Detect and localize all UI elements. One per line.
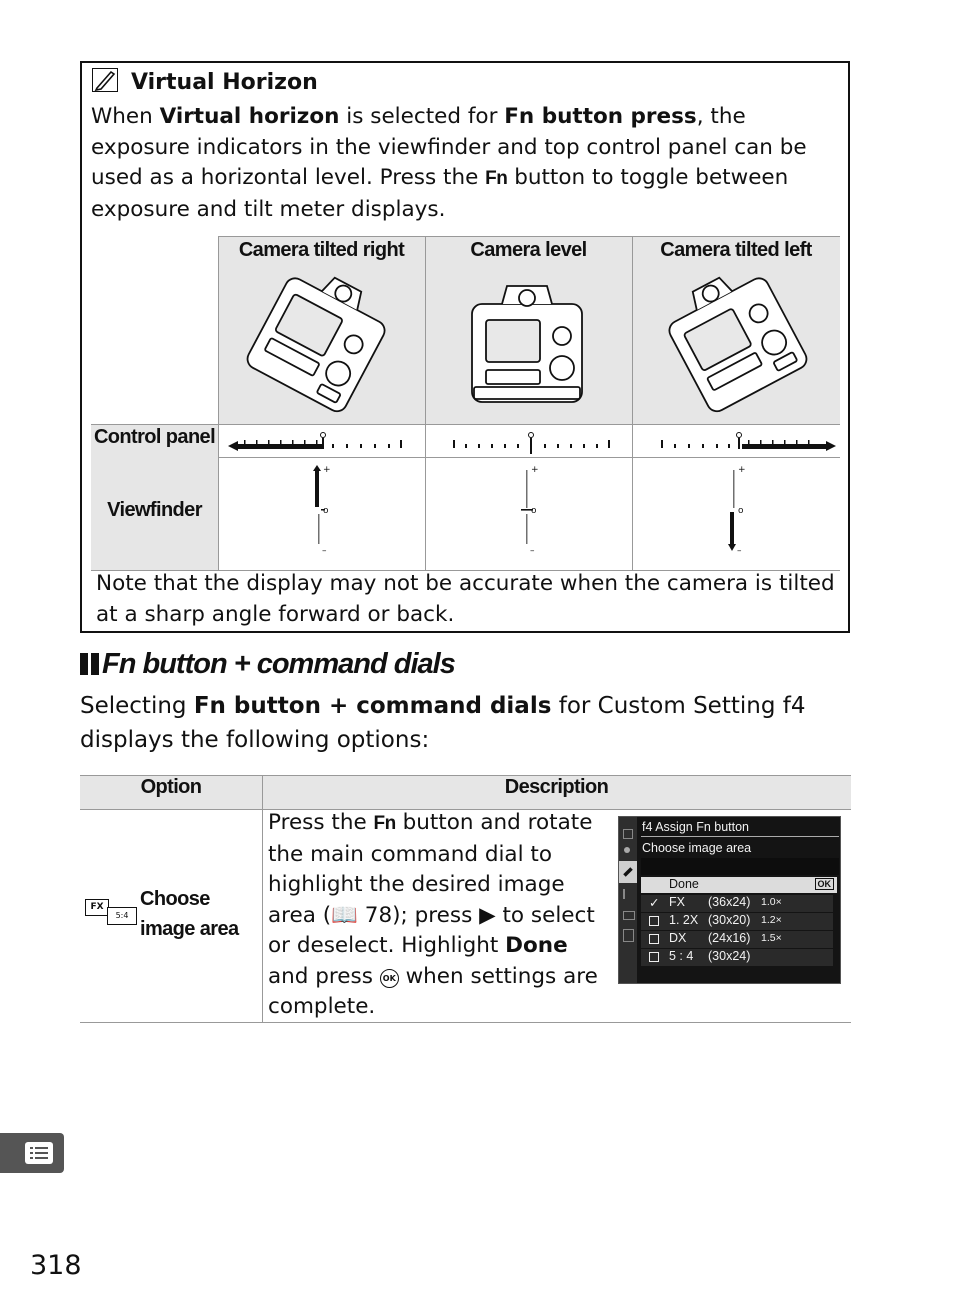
ok-button-icon: OK: [380, 969, 399, 988]
shooting-menu-icon: [624, 847, 630, 853]
section-intro: Selecting Fn button + command dials for Custom Setting f4 displays the following options:: [80, 693, 806, 753]
viewfinder-indicator-right: [308, 462, 338, 557]
svg-text:o: o: [323, 506, 329, 516]
svg-text:–: –: [530, 546, 535, 556]
col-level: Camera level: [470, 239, 587, 261]
menu-list-tab-icon[interactable]: [0, 1133, 64, 1173]
checkbox-icon: [649, 934, 659, 944]
ok-icon: OK: [815, 878, 835, 890]
header-description: Description: [504, 776, 609, 798]
page-number: 318: [30, 1250, 82, 1281]
my-menu-icon: [623, 929, 634, 942]
checkbox-icon: [649, 952, 659, 962]
camera-menu-screen: [618, 816, 841, 984]
svg-text:o: o: [531, 506, 537, 516]
section-title: Fn button + command dials: [80, 648, 455, 681]
option-description: Press the Fn button and rotate the main command dial to highlight the desired image area (📖 78); press ▶ to select or deselect. Highlight Done and press OK when settings are complete.: [268, 810, 598, 1019]
checkbox-icon: [649, 916, 659, 926]
col-tilted-left: Camera tilted left: [660, 239, 812, 261]
row-control-panel: Control panel: [93, 426, 216, 448]
playback-menu-icon: [623, 829, 633, 839]
list-item[interactable]: DX (24x16) 1.5×: [641, 931, 833, 948]
svg-text:o: o: [738, 506, 744, 516]
right-arrow-icon: ▶: [479, 902, 496, 928]
header-option: Option: [140, 776, 202, 798]
image-area-icon: FX 5:4: [85, 897, 137, 925]
note-footer: Note that the display may not be accurate when the camera is tilted at a sharp angle forward or back.: [96, 571, 835, 627]
book-icon: 📖: [331, 902, 358, 928]
svg-text:+: +: [531, 465, 539, 475]
screen-subheader: Choose image area: [642, 841, 752, 855]
screen-header: f4 Assign Fn button: [642, 820, 750, 834]
svg-text:+: +: [738, 465, 746, 475]
camera-level-image: [462, 282, 592, 407]
svg-text:–: –: [737, 546, 742, 556]
control-panel-indicator-right: [226, 430, 406, 454]
viewfinder-indicator-level: [516, 462, 546, 557]
done-row[interactable]: Done OK: [641, 877, 837, 893]
note-body: When Virtual horizon is selected for Fn button press, the exposure indicators in the viewfinder and top control panel can be used as a horizontal level. Press the Fn button to toggle between exposure and tilt meter displays.: [91, 104, 807, 222]
setup-menu-icon: [623, 889, 633, 899]
list-item[interactable]: ✓ FX (36x24) 1.0×: [641, 895, 833, 912]
retouch-menu-icon: [623, 911, 635, 920]
viewfinder-indicator-left: [723, 462, 753, 557]
option-choose-image-area: Choose image area: [140, 888, 239, 940]
control-panel-indicator-left: [658, 430, 838, 454]
row-viewfinder: Viewfinder: [107, 499, 202, 521]
note-title: Virtual Horizon: [131, 70, 318, 95]
list-item[interactable]: 1. 2X (30x20) 1.2×: [641, 913, 833, 930]
list-item[interactable]: 5 : 4 (30x24): [641, 949, 833, 966]
pencil-note-icon: [92, 68, 118, 92]
camera-tilted-right-image: [242, 265, 392, 420]
svg-text:–: –: [322, 546, 327, 556]
svg-text:+: +: [323, 465, 331, 475]
check-icon: ✓: [649, 896, 660, 910]
camera-tilted-left-image: [662, 265, 812, 420]
control-panel-indicator-level: [450, 430, 615, 454]
col-tilted-right: Camera tilted right: [238, 239, 405, 261]
